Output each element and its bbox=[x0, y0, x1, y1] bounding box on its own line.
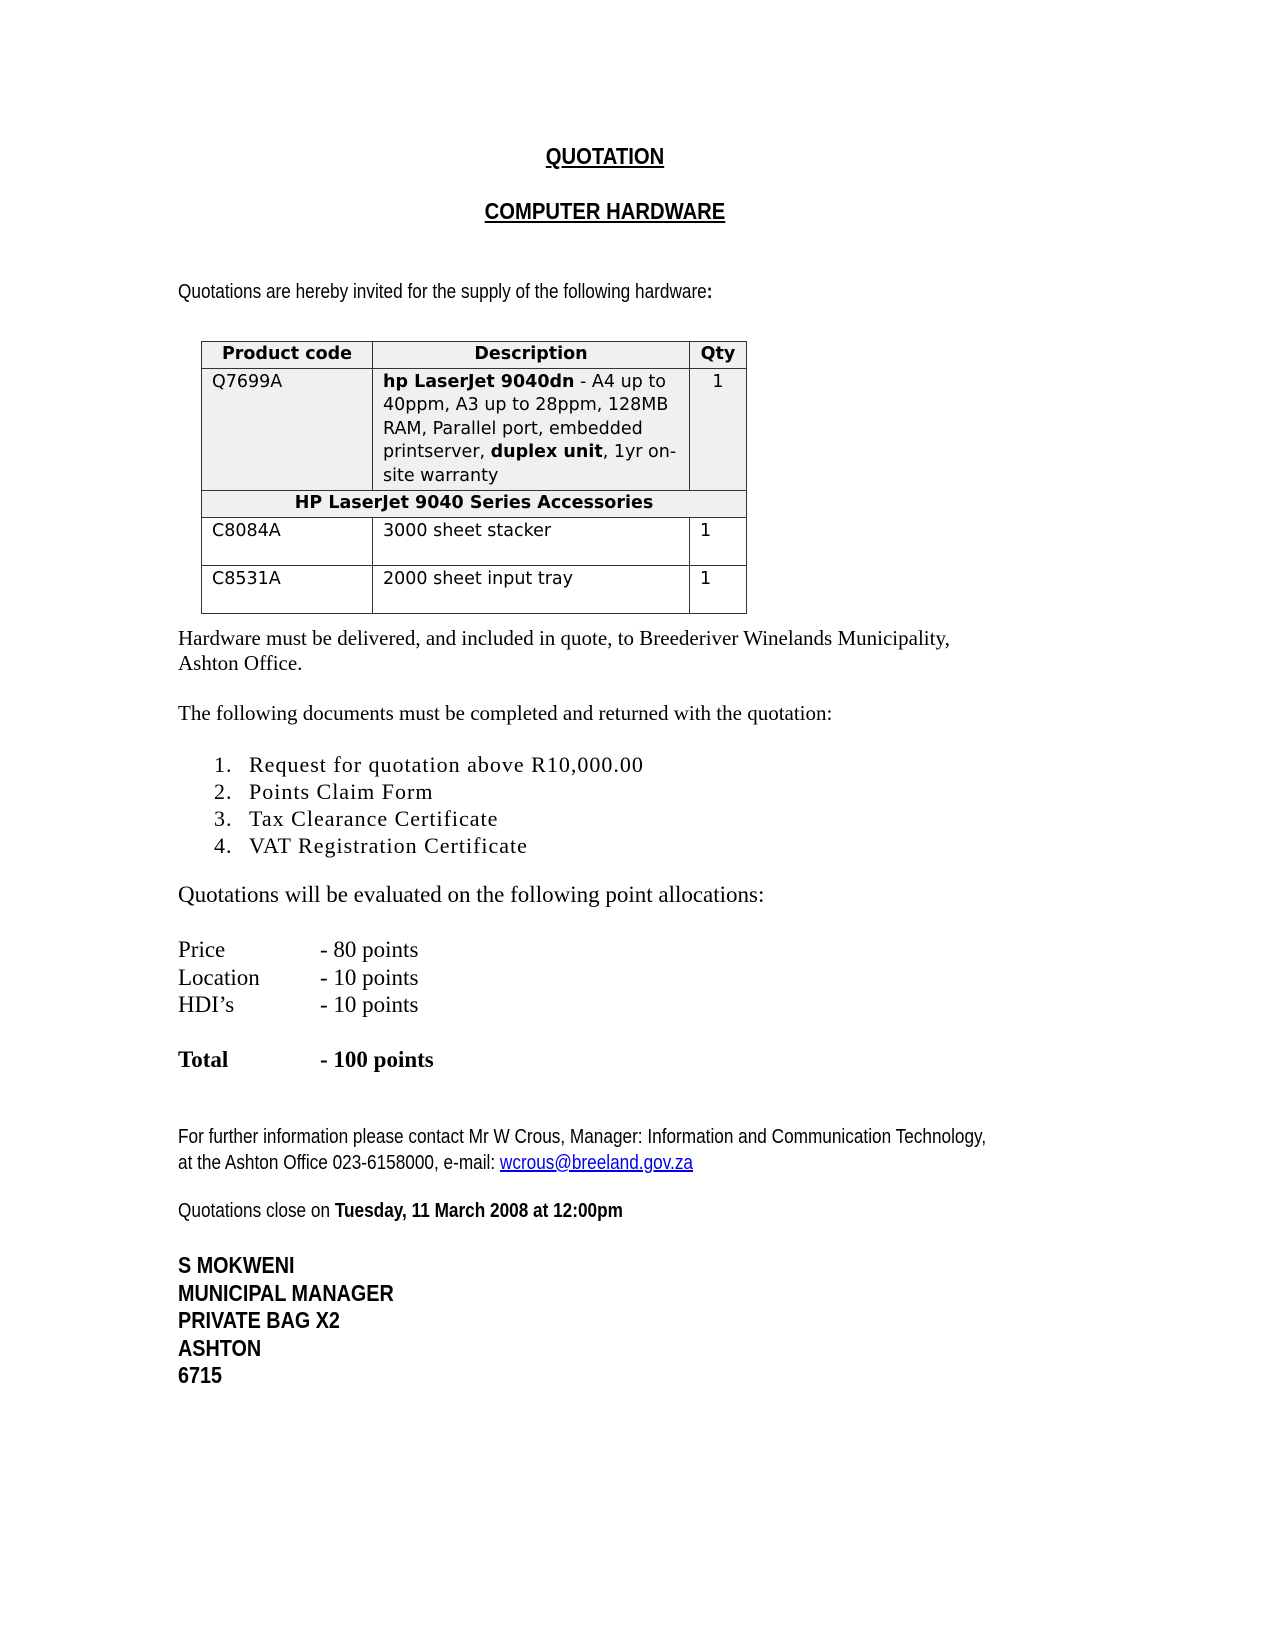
intro-colon: : bbox=[706, 281, 713, 303]
closing-label: Quotations close on bbox=[178, 1200, 335, 1222]
desc-text: , 1yr on-site warranty bbox=[383, 442, 677, 486]
document-subtitle: COMPUTER HARDWARE bbox=[484, 198, 726, 224]
signature-name: S MOKWENI bbox=[178, 1252, 295, 1278]
points-row bbox=[178, 991, 434, 1019]
points-total-row bbox=[178, 1046, 434, 1074]
intro-text bbox=[178, 281, 712, 304]
list-number: 4. bbox=[214, 833, 233, 858]
delivery-text: Hardware must be delivered, and included in quote, to Breederiver Winelands Municipality, Ashton Office. bbox=[178, 626, 950, 675]
cell-description: 3000 sheet stacker bbox=[373, 517, 690, 565]
intro-label: Quotations are hereby invited for the supply of the following hardware bbox=[178, 281, 707, 303]
points-label: Price bbox=[178, 937, 226, 962]
signature-town: ASHTON bbox=[178, 1334, 262, 1361]
signature-address: PRIVATE BAG X2 bbox=[178, 1307, 340, 1333]
header-qty: Qty bbox=[690, 342, 747, 369]
total-label: Total bbox=[178, 1046, 229, 1072]
desc-bold: duplex unit bbox=[490, 442, 603, 462]
signature-block bbox=[178, 1252, 394, 1390]
points-row bbox=[178, 936, 434, 964]
documents-intro: The following documents must be completed and returned with the quotation: bbox=[178, 701, 833, 725]
list-item bbox=[214, 751, 644, 778]
header-description: Description bbox=[373, 342, 690, 369]
closing-text bbox=[178, 1200, 623, 1223]
contact-text bbox=[178, 1124, 986, 1176]
section-heading: HP LaserJet 9040 Series Accessories bbox=[202, 491, 747, 518]
points-value: - 80 points bbox=[320, 937, 419, 962]
contact-line: For further information please contact Mr W Crous, Manager: Information and Communication Technology, bbox=[178, 1126, 987, 1148]
list-item bbox=[214, 805, 644, 832]
list-text: Points Claim Form bbox=[249, 779, 434, 804]
cell-code: Q7699A bbox=[202, 368, 373, 491]
points-value: - 10 points bbox=[320, 964, 419, 990]
section-row bbox=[202, 491, 747, 518]
hardware-table bbox=[201, 341, 747, 614]
list-item bbox=[214, 832, 644, 859]
cell-description: 2000 sheet input tray bbox=[373, 565, 690, 613]
document-title: QUOTATION bbox=[545, 143, 665, 169]
table-row bbox=[202, 565, 747, 613]
list-number: 2. bbox=[214, 779, 233, 804]
list-text: VAT Registration Certificate bbox=[249, 833, 528, 858]
points-value: - 10 points bbox=[320, 992, 419, 1017]
email-link[interactable]: wcrous@breeland.gov.za bbox=[499, 1152, 693, 1174]
points-list bbox=[178, 936, 434, 1073]
total-value: - 100 points bbox=[320, 1046, 434, 1072]
cell-code: C8084A bbox=[202, 517, 373, 565]
closing-date: Tuesday, 11 March 2008 at 12:00pm bbox=[334, 1200, 623, 1222]
points-label: HDI’s bbox=[178, 992, 235, 1017]
cell-description bbox=[373, 368, 690, 491]
cell-code: C8531A bbox=[202, 565, 373, 613]
contact-label: at the Ashton Office 023-6158000, e-mail: bbox=[178, 1152, 500, 1174]
desc-text: - A4 up to 40ppm, A3 up to 28ppm, 128MB RAM, Parallel port, embedded printserver, bbox=[383, 371, 669, 462]
table-row bbox=[202, 517, 747, 565]
table-row bbox=[202, 368, 747, 491]
list-item bbox=[214, 778, 644, 805]
list-text: Request for quotation above R10,000.00 bbox=[249, 752, 644, 777]
table-header-row bbox=[202, 342, 747, 369]
cell-qty: 1 bbox=[690, 565, 747, 613]
points-row bbox=[178, 964, 434, 992]
desc-bold: hp LaserJet 9040dn bbox=[383, 371, 575, 392]
evaluation-intro: Quotations will be evaluated on the following point allocations: bbox=[178, 882, 765, 907]
list-number: 3. bbox=[214, 806, 233, 831]
list-text: Tax Clearance Certificate bbox=[249, 806, 499, 831]
list-number: 1. bbox=[214, 752, 233, 777]
signature-postcode: 6715 bbox=[178, 1362, 223, 1388]
documents-list bbox=[214, 751, 644, 859]
header-product-code: Product code bbox=[202, 342, 373, 369]
points-label: Location bbox=[178, 964, 260, 990]
contact-line bbox=[178, 1150, 986, 1176]
cell-qty: 1 bbox=[690, 368, 747, 491]
cell-qty: 1 bbox=[690, 517, 747, 565]
signature-title: MUNICIPAL MANAGER bbox=[178, 1279, 394, 1306]
